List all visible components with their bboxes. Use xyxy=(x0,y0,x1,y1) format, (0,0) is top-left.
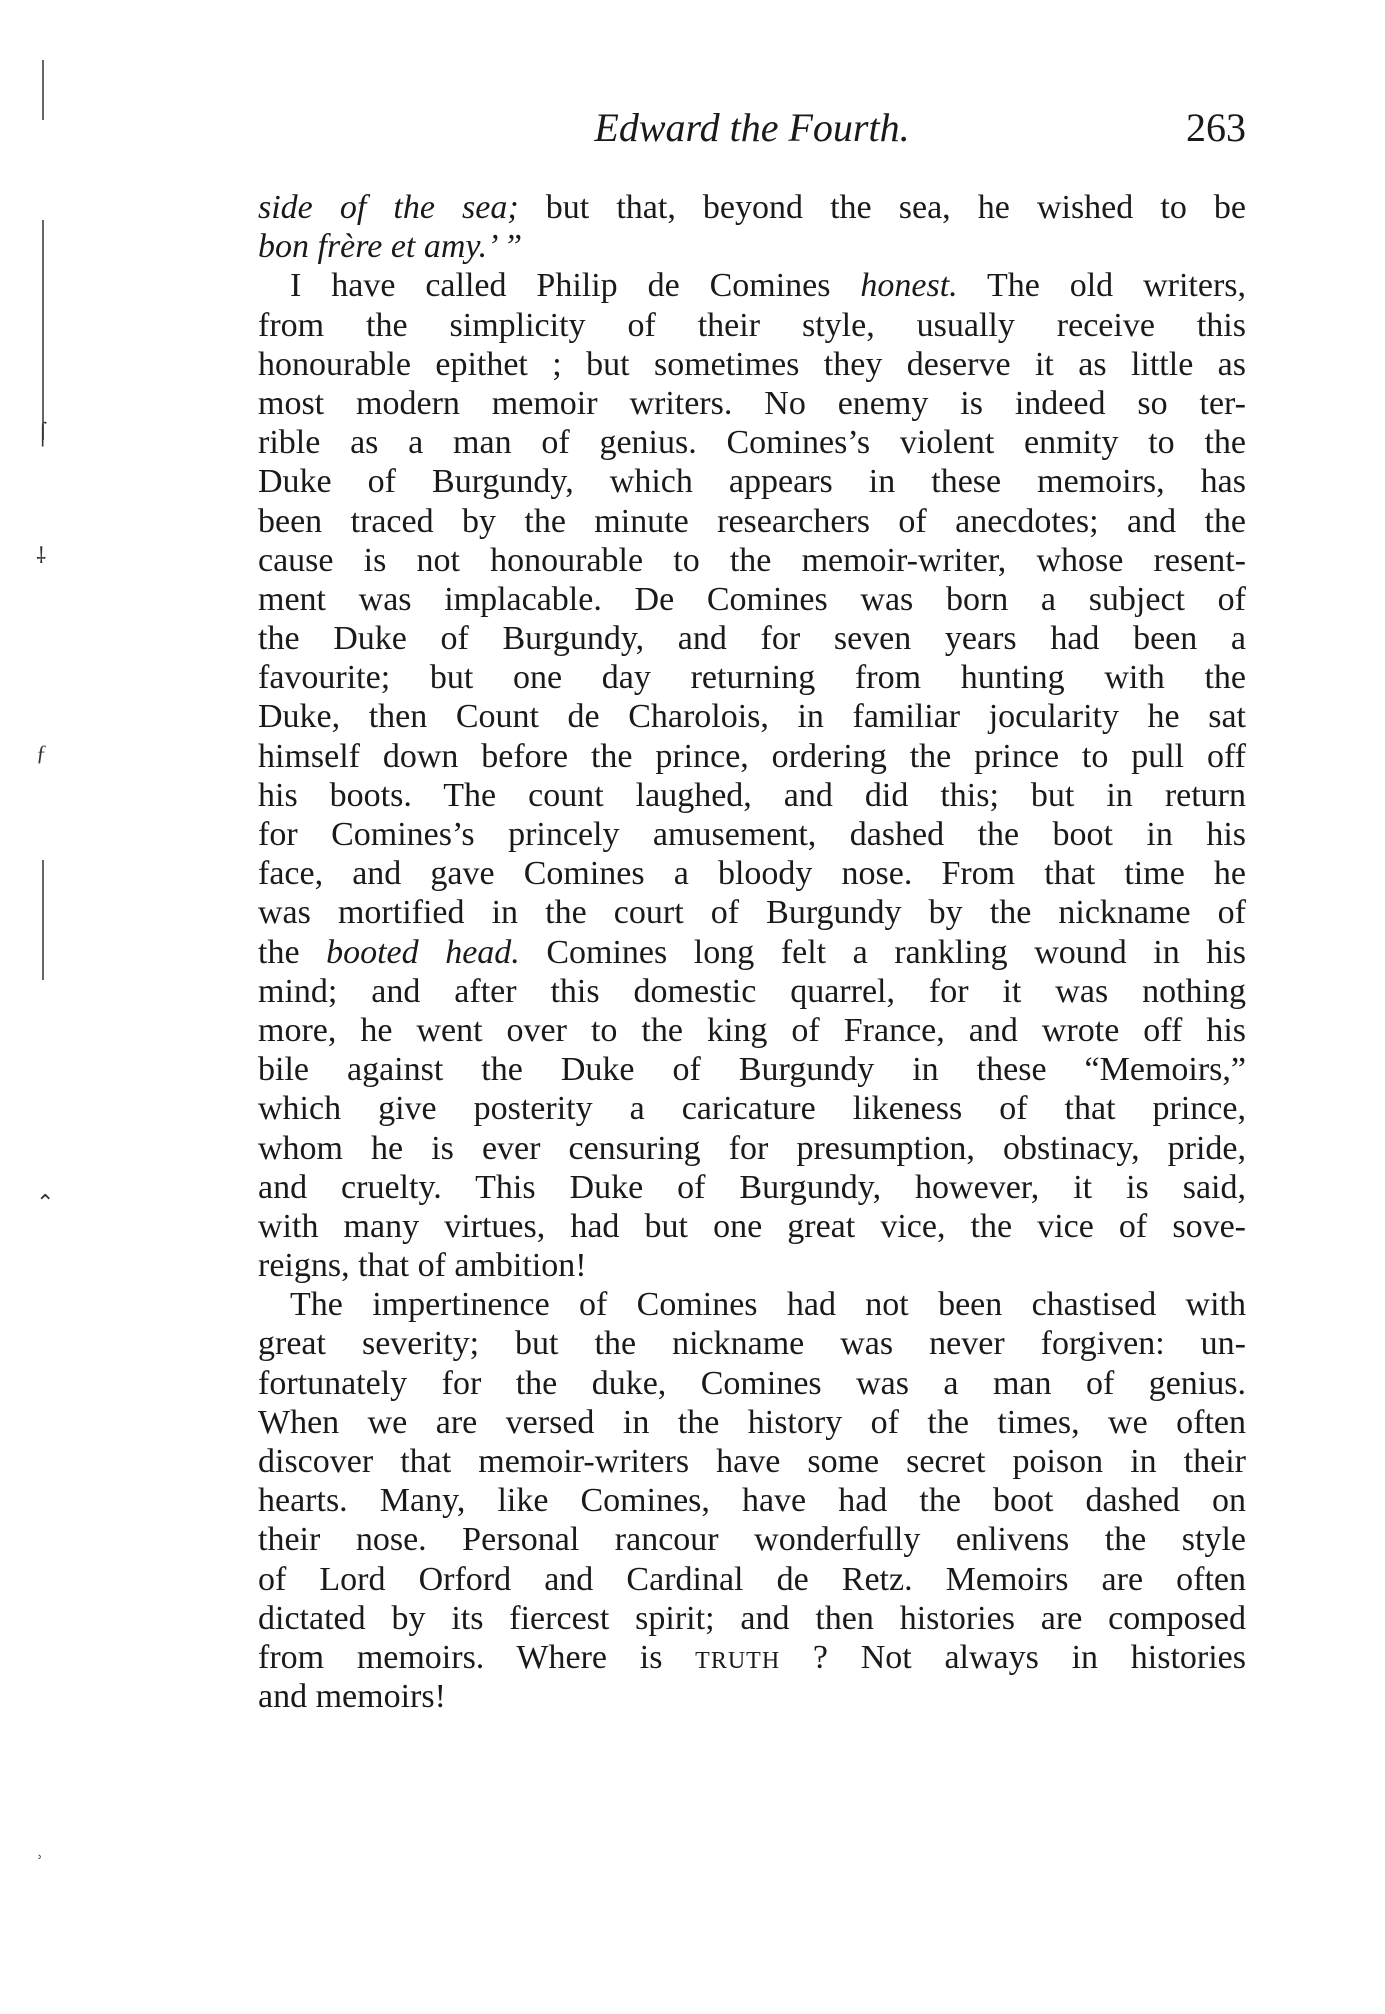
margin-rule xyxy=(42,60,44,120)
text-span: from memoirs. Where is xyxy=(258,1638,696,1676)
text-line: cause is not honourable to the memoir-writer, whose resent- xyxy=(258,541,1246,579)
text-line: whom he is ever censuring for presumption, obstinacy, pride, xyxy=(258,1129,1246,1167)
text-line: himself down before the prince, ordering the prince to pull off xyxy=(258,737,1246,775)
text-line: face, and gave Comines a bloody nose. From that time he xyxy=(258,855,1246,893)
text-italic: bon frère et amy.’ ” xyxy=(258,228,523,266)
left-margin-marks xyxy=(28,40,58,1940)
page-header xyxy=(258,104,1246,164)
text-line: his boots. The count laughed, and did this; but in return xyxy=(258,776,1246,814)
text-line: more, he went over to the king of France, and wrote off his xyxy=(258,1011,1246,1049)
text-line: their nose. Personal rancour wonderfully enlivens the style xyxy=(258,1521,1246,1559)
text-line: and cruelty. This Duke of Burgundy, however, it is said, xyxy=(258,1168,1246,1206)
text-line xyxy=(258,188,1246,227)
text-span: ? Not always in histories xyxy=(780,1638,1247,1676)
running-title: Edward the Fourth. xyxy=(594,105,910,150)
text-line: reigns, that of ambition! xyxy=(258,1247,587,1285)
text-line: for Comines’s princely amusement, dashed the boot in his xyxy=(258,816,1246,853)
margin-tick: ˒ xyxy=(36,1840,44,1865)
text-span: I have called Philip de Comines xyxy=(290,267,861,305)
text-line: dictated by its fiercest spirit; and then histories are composed xyxy=(258,1599,1246,1637)
text-line: Duke, then Count de Charolois, in familiar jocularity he sat xyxy=(258,698,1246,736)
text-line: mind; and after this domestic quarrel, for it was nothing xyxy=(258,972,1246,1010)
text-line: from the simplicity of their style, usually receive this xyxy=(258,306,1246,344)
paragraph-start-line xyxy=(258,266,1246,305)
text-span: Comines long felt a rankling wound in his xyxy=(519,933,1246,971)
text-line: great severity; but the nickname was never forgiven: un- xyxy=(258,1325,1246,1363)
text-line: was mortified in the court of Burgundy by the nickname of xyxy=(258,894,1246,932)
text-small-caps: truth xyxy=(695,1638,781,1676)
margin-tick: ƒ xyxy=(36,740,47,765)
text-line xyxy=(258,227,1246,266)
text-line: favourite; but one day returning from hunting with the xyxy=(258,659,1246,697)
text-line: ment was implacable. De Comines was born a subject of xyxy=(258,580,1246,618)
text-line: rible as a man of genius. Comines’s violent enmity to the xyxy=(258,424,1246,462)
text-line: When we are versed in the history of the times, we often xyxy=(258,1403,1246,1441)
text-line: hearts. Many, like Comines, have had the boot dashed on xyxy=(258,1482,1246,1520)
text-span: the xyxy=(258,933,327,971)
paragraph-start-line: The impertinence of Comines had not been chastised with xyxy=(290,1286,1246,1324)
text-line: with many virtues, had but one great vice, the vice of sove- xyxy=(258,1207,1246,1245)
text-span: The old writers, xyxy=(957,267,1246,305)
text-line: and memoirs! xyxy=(258,1678,446,1716)
text-line: discover that memoir-writers have some secret poison in their xyxy=(258,1443,1246,1480)
margin-tick: ⸸ xyxy=(36,543,47,568)
text-line: most modern memoir writers. No enemy is indeed so ter- xyxy=(258,384,1246,422)
text-line: honourable epithet ; but sometimes they deserve it as little as xyxy=(258,345,1246,383)
text-line xyxy=(258,1638,1246,1677)
margin-rule xyxy=(42,860,44,980)
text-line: fortunately for the duke, Comines was a man of genius. xyxy=(258,1364,1246,1402)
margin-tick: ⌃ xyxy=(36,1190,55,1215)
text-line: of Lord Orford and Cardinal de Retz. Memoirs are often xyxy=(258,1560,1246,1598)
text-line: Duke of Burgundy, which appears in these memoirs, has xyxy=(258,463,1246,501)
text-line: bile against the Duke of Burgundy in these “Memoirs,” xyxy=(258,1051,1246,1089)
margin-rule xyxy=(42,220,44,440)
page-body xyxy=(258,188,1246,1716)
text-span: but that, beyond the sea, he wished to be xyxy=(518,189,1247,226)
text-italic: side of the sea; xyxy=(258,189,519,226)
text-line: been traced by the minute researchers of anecdotes; and the xyxy=(258,502,1246,540)
text-italic: booted head. xyxy=(326,933,520,971)
text-line: which give posterity a caricature likeness of that prince, xyxy=(258,1090,1246,1128)
margin-tick: ⌠ xyxy=(36,420,50,445)
page-number: 263 xyxy=(1186,105,1246,150)
text-line xyxy=(258,933,1246,972)
text-italic: honest. xyxy=(860,267,958,305)
text-line: the Duke of Burgundy, and for seven years had been a xyxy=(258,620,1246,658)
